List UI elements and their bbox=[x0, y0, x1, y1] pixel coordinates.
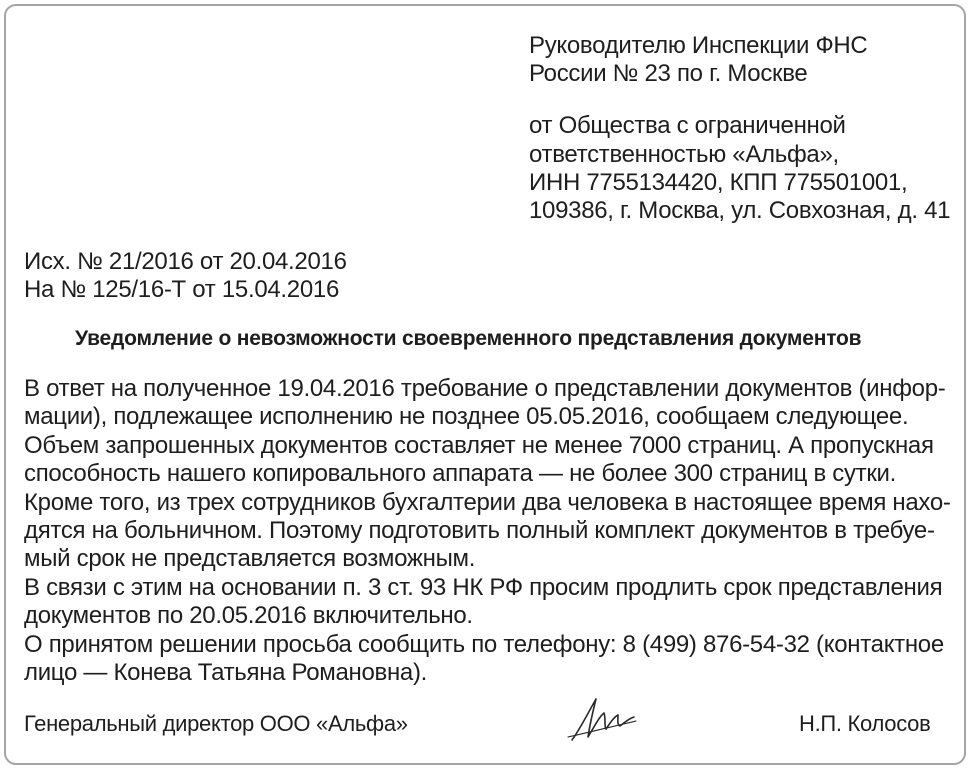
handwritten-signature bbox=[566, 693, 640, 745]
recipient-line-1: Руководителю Инспекции ФНС bbox=[529, 32, 868, 59]
body-line: способность нашего копировального аппарата — не более 300 страниц в сутки. bbox=[24, 460, 897, 487]
recipient-line-2: России № 23 по г. Москве bbox=[529, 60, 808, 87]
sender-line-2: ответственностью «Альфа», bbox=[529, 141, 839, 168]
body-line: Кроме того, из трех сотрудников бухгалтерии два человека в настоящее время нахо- bbox=[24, 489, 951, 516]
body-line: О принятом решении просьба сообщить по телефону: 8 (499) 876-54-32 (контактное bbox=[24, 631, 944, 658]
body-line: В связи с этим на основании п. 3 ст. 93 НК РФ просим продлить срок представления bbox=[24, 574, 943, 601]
body-line: дятся на больничном. Поэтому подготовить полный комплект документов в требуе- bbox=[24, 517, 935, 544]
sender-line-1: от Общества с ограниченной bbox=[529, 112, 846, 139]
body-line: Объем запрошенных документов составляет не менее 7000 страниц. А пропускная bbox=[24, 432, 934, 459]
sender-line-4: 109386, г. Москва, ул. Совхозная, д. 41 bbox=[529, 197, 951, 224]
body-line: документов по 20.05.2016 включительно. bbox=[24, 602, 473, 629]
document-title: Уведомление о невозможности своевременного представления документов bbox=[75, 327, 862, 350]
signatory-name: Н.П. Колосов bbox=[799, 711, 931, 736]
body-line: мый срок не представляется возможным. bbox=[24, 545, 476, 572]
incoming-reference: На № 125/16-Т от 15.04.2016 bbox=[24, 276, 339, 303]
body-line: лицо — Конева Татьяна Романовна). bbox=[24, 659, 428, 686]
signatory-position: Генеральный директор ООО «Альфа» bbox=[24, 711, 408, 736]
body-line: мации), подлежащее исполнению не позднее 05.05.2016, сообщаем следующее. bbox=[24, 403, 909, 430]
outgoing-reference: Исх. № 21/2016 от 20.04.2016 bbox=[24, 248, 347, 275]
sender-line-3: ИНН 7755134420, КПП 775501001, bbox=[529, 169, 908, 196]
body-line: В ответ на полученное 19.04.2016 требование о представлении документов (инфор- bbox=[24, 375, 946, 402]
